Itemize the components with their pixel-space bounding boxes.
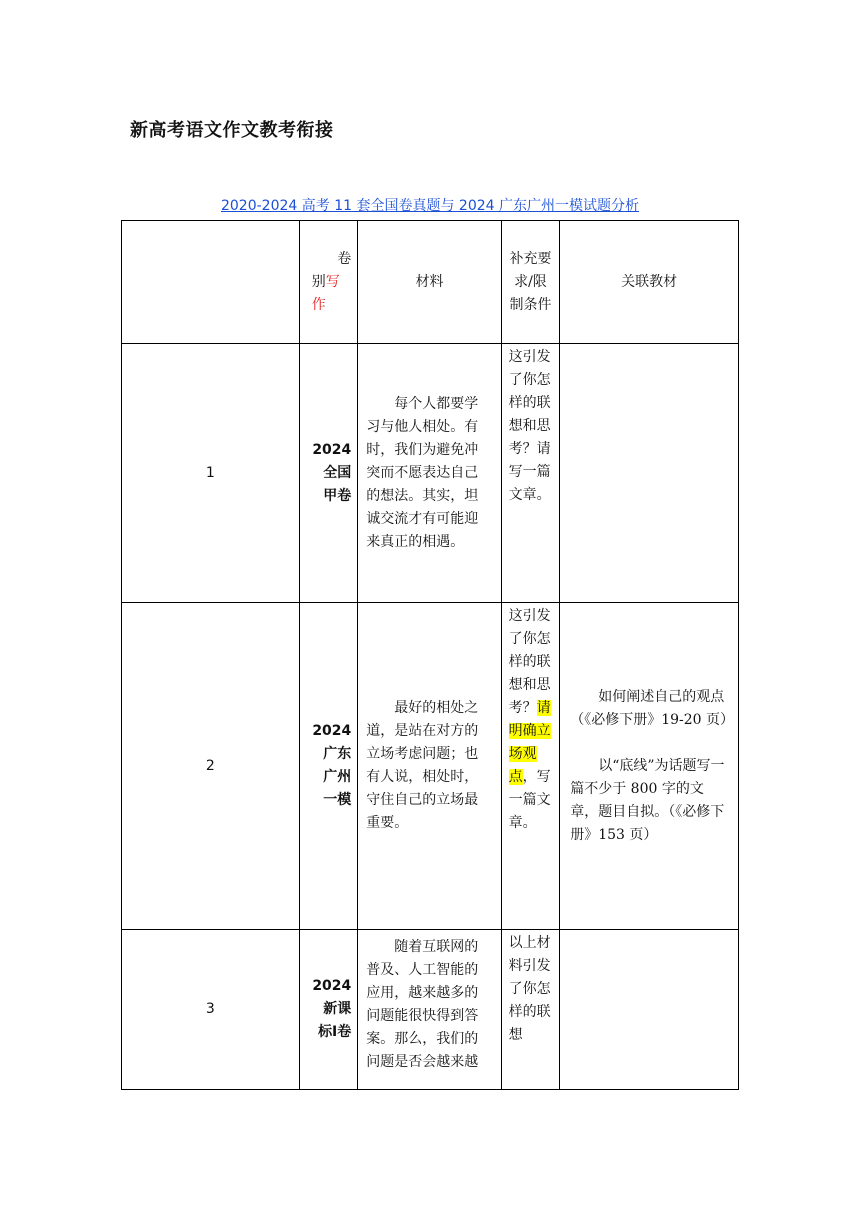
header-type [299, 221, 358, 344]
header-type-line2: 别 [311, 273, 326, 290]
requirement-text: 这引发了你怎样的联想和思考？请写一篇文章。 [501, 344, 560, 603]
material-text: 最好的相处之道，是站在对方的立场考虑问题；也有人说，相处时，守住自己的立场最重要。 [358, 603, 501, 930]
header-requirement: 补充要求/限制条件 [501, 221, 560, 344]
header-material: 材料 [358, 221, 501, 344]
table-header-row [122, 221, 739, 344]
row-number: 2 [122, 603, 300, 930]
exam-name: 2024广东广州一模 [299, 603, 358, 930]
exam-name: 2024新课标Ⅰ卷 [299, 930, 358, 1090]
requirement-text: 这引发了你怎样的联想和思考？ [508, 608, 551, 716]
analysis-table [121, 220, 739, 1090]
material-text: 随着互联网的普及、人工智能的应用，越来越多的问题能很快得到答案。那么，我们的问题是否会越来越 [358, 930, 501, 1090]
textbook-item: 如何阐述自己的观点（《必修下册》19-20 页） [570, 688, 735, 728]
requirement-cell [501, 603, 560, 930]
table-row [122, 344, 739, 603]
material-text: 每个人都要学习与他人相处。有时，我们为避免冲突而不愿表达自己的想法。其实，坦诚交流才有可能迎来真正的相遇。 [358, 344, 501, 603]
textbook-item: 以“底线”为话题写一篇不少于 800 字的文章，题目自拟。（《必修下册》153 页） [570, 757, 725, 843]
header-textbook: 关联教材 [560, 221, 739, 344]
requirement-text: 以上材料引发了你怎样的联想 [501, 930, 560, 1090]
textbook-cell [560, 930, 739, 1090]
requirement-highlight: 请明确立场观点 [508, 700, 551, 785]
header-num [122, 221, 300, 344]
textbook-cell [560, 603, 739, 930]
exam-name: 2024全国甲卷 [299, 344, 358, 603]
header-type-red: 写作 [311, 273, 340, 313]
textbook-cell [560, 344, 739, 603]
row-number: 1 [122, 344, 300, 603]
document-title: 新高考语文作文教考衔接 [130, 120, 334, 141]
table-row [122, 603, 739, 930]
header-type-line1: 卷 [337, 250, 352, 267]
table-caption-link[interactable]: 2020-2024 高考 11 套全国卷真题与 2024 广东广州一模试题分析 [220, 198, 639, 214]
table-row [122, 930, 739, 1090]
row-number: 3 [122, 930, 300, 1090]
requirement-text-end: ，写一篇文章。 [508, 769, 551, 831]
